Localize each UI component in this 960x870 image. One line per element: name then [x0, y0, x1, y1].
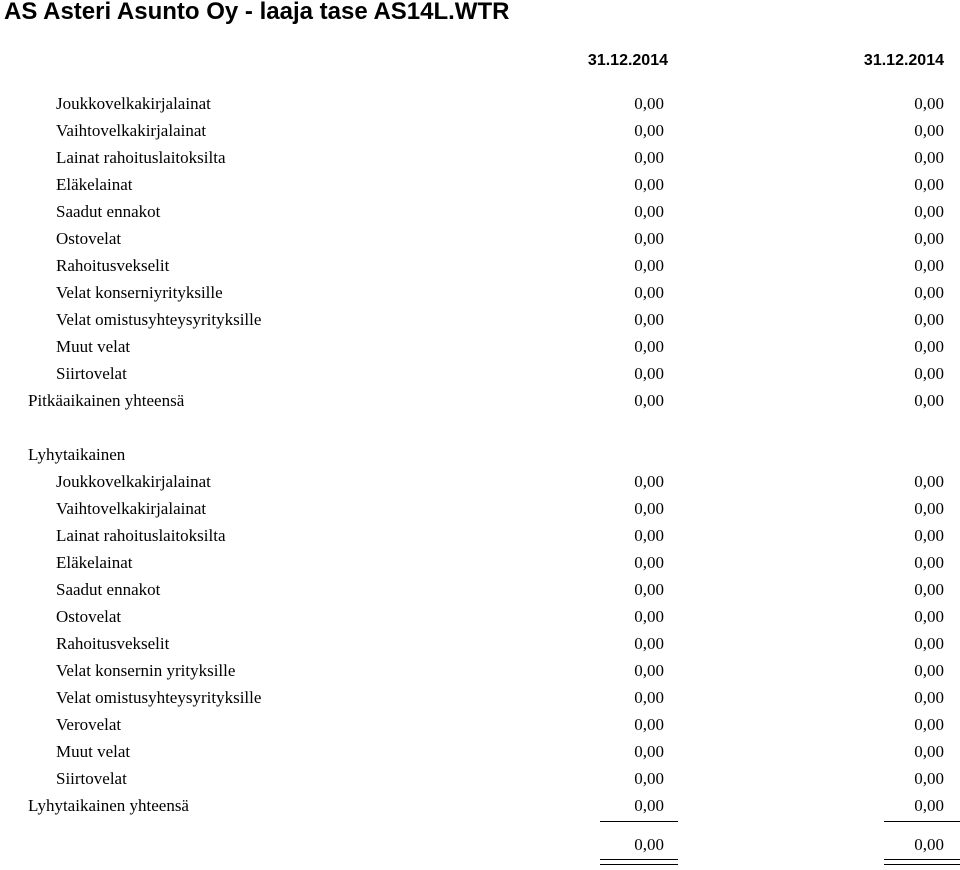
row-value-2: 0,00	[914, 472, 944, 491]
row-value-2: 0,00	[914, 742, 944, 761]
row-value-1: 0,00	[634, 256, 664, 275]
table-row	[0, 117, 960, 144]
row-value-2: 0,00	[914, 580, 944, 599]
row-value-2: 0,00	[914, 310, 944, 329]
section-heading-short-term	[0, 441, 960, 468]
section-heading: Lyhytaikainen	[28, 445, 126, 464]
total-rule-1	[600, 821, 678, 822]
row-label: Velat omistusyhteysyrityksille	[56, 310, 262, 329]
row-value-2: 0,00	[914, 94, 944, 113]
subtotal-value-1: 0,00	[634, 796, 664, 815]
row-value-1: 0,00	[634, 310, 664, 329]
row-value-1: 0,00	[634, 472, 664, 491]
row-value-1: 0,00	[634, 607, 664, 626]
table-row	[0, 144, 960, 171]
row-value-2: 0,00	[914, 337, 944, 356]
row-value-2: 0,00	[914, 283, 944, 302]
subtotal-value-2: 0,00	[914, 391, 944, 410]
row-value-1: 0,00	[634, 148, 664, 167]
row-label: Verovelat	[56, 715, 122, 734]
grand-total-value-1: 0,00	[634, 835, 664, 854]
table-row	[0, 252, 960, 279]
row-value-1: 0,00	[634, 121, 664, 140]
row-value-2: 0,00	[914, 715, 944, 734]
row-label: Vaihtovelkakirjalainat	[56, 121, 207, 140]
row-value-2: 0,00	[914, 688, 944, 707]
row-label: Vaihtovelkakirjalainat	[56, 499, 207, 518]
row-label: Saadut ennakot	[56, 580, 161, 599]
table-row	[0, 198, 960, 225]
row-value-1: 0,00	[634, 688, 664, 707]
row-value-2: 0,00	[914, 661, 944, 680]
table-row	[0, 279, 960, 306]
row-label: Lainat rahoituslaitoksilta	[56, 526, 226, 545]
row-label: Saadut ennakot	[56, 202, 161, 221]
table-row	[0, 549, 960, 576]
table-row	[0, 468, 960, 495]
grand-total-row	[0, 831, 960, 858]
row-value-2: 0,00	[914, 634, 944, 653]
row-value-2: 0,00	[914, 364, 944, 383]
row-value-2: 0,00	[914, 121, 944, 140]
subtotal-row-long-term	[0, 387, 960, 414]
row-value-2: 0,00	[914, 175, 944, 194]
table-row	[0, 522, 960, 549]
document-title: AS Asteri Asunto Oy - laaja tase AS14L.WTR	[4, 0, 510, 25]
row-value-1: 0,00	[634, 499, 664, 518]
row-value-2: 0,00	[914, 256, 944, 275]
table-row	[0, 495, 960, 522]
table-row	[0, 90, 960, 117]
table-row	[0, 171, 960, 198]
subtotal-label: Pitkäaikainen yhteensä	[28, 391, 185, 410]
subtotal-row-short-term	[0, 792, 960, 819]
row-label: Rahoitusvekselit	[56, 256, 170, 275]
row-value-2: 0,00	[914, 553, 944, 572]
row-label: Velat konserniyrityksille	[56, 283, 223, 302]
row-label: Muut velat	[56, 742, 131, 761]
total-rule-2	[884, 821, 960, 822]
row-value-1: 0,00	[634, 661, 664, 680]
grand-total-value-2: 0,00	[914, 835, 944, 854]
row-value-2: 0,00	[914, 769, 944, 788]
row-value-1: 0,00	[634, 715, 664, 734]
row-value-1: 0,00	[634, 337, 664, 356]
row-label: Ostovelat	[56, 229, 122, 248]
subtotal-value-2: 0,00	[914, 796, 944, 815]
subtotal-value-1: 0,00	[634, 391, 664, 410]
row-value-2: 0,00	[914, 607, 944, 626]
table-row	[0, 225, 960, 252]
double-rule-1-top	[600, 859, 678, 860]
table-row	[0, 306, 960, 333]
column-header-1: 31.12.2014	[587, 52, 668, 69]
row-label: Siirtovelat	[56, 364, 127, 383]
table-row	[0, 333, 960, 360]
table-row	[0, 711, 960, 738]
row-value-1: 0,00	[634, 94, 664, 113]
double-rule-2-top	[884, 859, 960, 860]
row-value-2: 0,00	[914, 202, 944, 221]
row-value-2: 0,00	[914, 148, 944, 167]
row-label: Rahoitusvekselit	[56, 634, 170, 653]
table-row	[0, 360, 960, 387]
row-value-1: 0,00	[634, 742, 664, 761]
table-row	[0, 630, 960, 657]
row-value-1: 0,00	[634, 229, 664, 248]
row-label: Eläkelainat	[56, 553, 133, 572]
row-value-1: 0,00	[634, 283, 664, 302]
row-label: Lainat rahoituslaitoksilta	[56, 148, 226, 167]
row-label: Velat konsernin yrityksille	[56, 661, 236, 680]
row-value-1: 0,00	[634, 364, 664, 383]
table-row	[0, 765, 960, 792]
row-value-1: 0,00	[634, 202, 664, 221]
table-row	[0, 657, 960, 684]
double-rule-1-bottom	[600, 864, 678, 865]
row-label: Joukkovelkakirjalainat	[56, 94, 211, 113]
row-value-2: 0,00	[914, 526, 944, 545]
row-value-1: 0,00	[634, 634, 664, 653]
row-value-1: 0,00	[634, 526, 664, 545]
double-rule-2-bottom	[884, 864, 960, 865]
row-value-1: 0,00	[634, 175, 664, 194]
row-value-1: 0,00	[634, 580, 664, 599]
row-label: Velat omistusyhteysyrityksille	[56, 688, 262, 707]
row-value-1: 0,00	[634, 553, 664, 572]
column-header-2: 31.12.2014	[863, 52, 944, 69]
row-value-2: 0,00	[914, 229, 944, 248]
row-label: Siirtovelat	[56, 769, 127, 788]
row-label: Ostovelat	[56, 607, 122, 626]
row-value-2: 0,00	[914, 499, 944, 518]
row-label: Muut velat	[56, 337, 131, 356]
table-row	[0, 738, 960, 765]
row-label: Joukkovelkakirjalainat	[56, 472, 211, 491]
row-label: Eläkelainat	[56, 175, 133, 194]
subtotal-label: Lyhytaikainen yhteensä	[28, 796, 189, 815]
row-value-1: 0,00	[634, 769, 664, 788]
table-row	[0, 684, 960, 711]
table-row	[0, 603, 960, 630]
table-row	[0, 576, 960, 603]
